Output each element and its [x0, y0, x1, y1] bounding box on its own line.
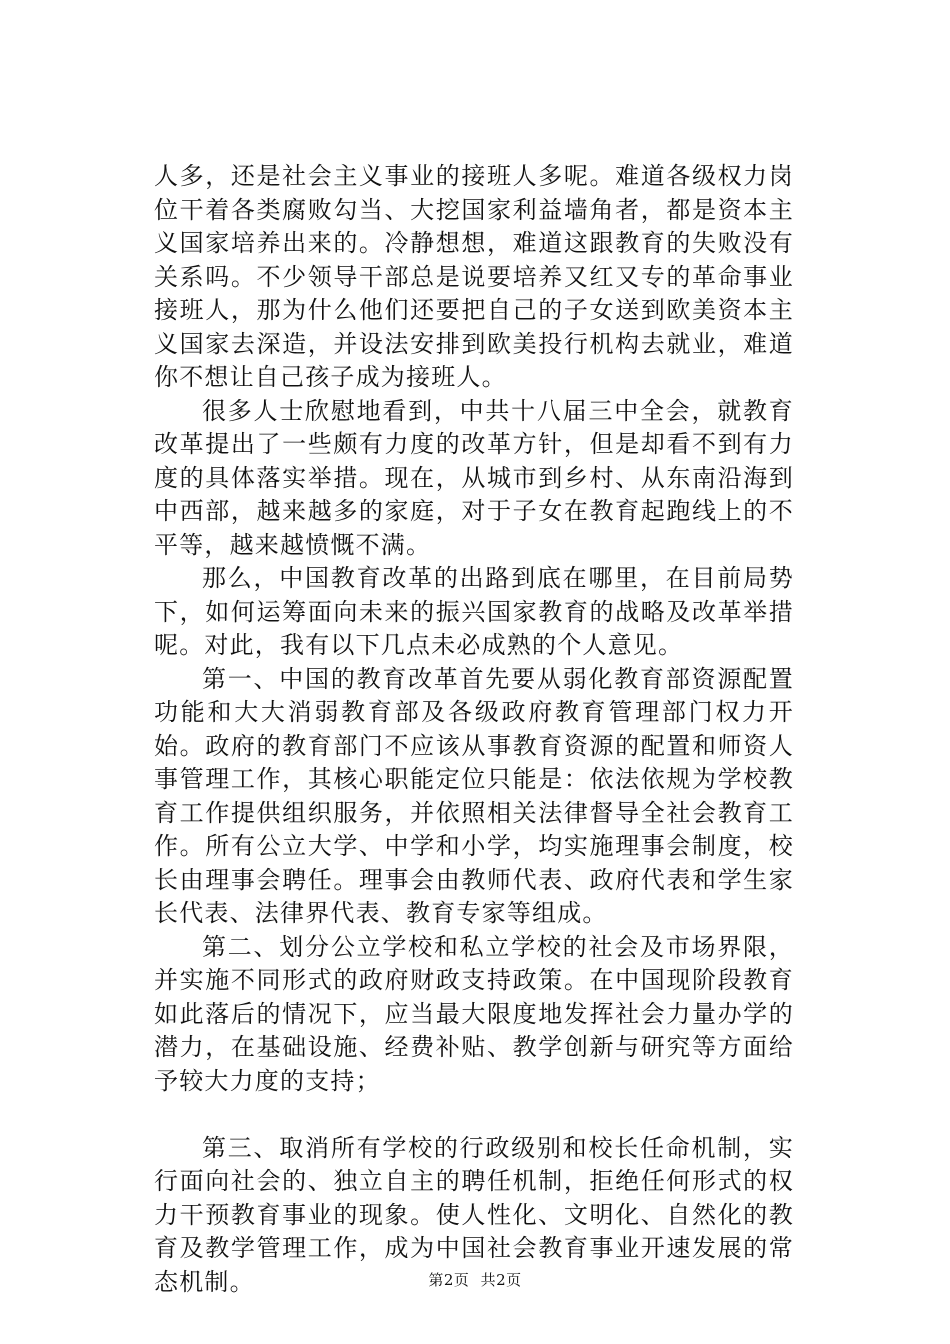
total-pages: 共2页 — [480, 1271, 522, 1289]
current-page-number: 第2页 — [428, 1271, 470, 1289]
paragraph-continuation: 人多，还是社会主义事业的接班人多呢。难道各级权力岗位干着各类腐败勾当、大挖国家利益墙角者，都是资本主义国家培养出来的。冷静想想，难道这跟教育的失败没有关系吗。不少领导干部总是说要培养又红又专的革命事业接班人，那为什么他们还要把自己的子女送到欧美资本主义国家去深造，并设法安排到欧美投行机构去就业，难道你不想让自己孩子成为接班人。 — [154, 162, 794, 391]
paragraph: 第二、划分公立学校和私立学校的社会及市场界限，并实施不同形式的政府财政支持政策。在中国现阶段教育如此落后的情况下，应当最大限度地发挥社会力量办学的潜力，在基础设施、经费补贴、教学创新与研究等方面给予较大力度的支持； — [154, 932, 794, 1095]
paragraph: 第三、取消所有学校的行政级别和校长任命机制，实行面向社会的、独立自主的聘任机制，拒绝任何形式的权力干预教育事业的现象。使人性化、文明化、自然化的教育及教学管理工作，成为中国社会教育事业开速发展的常态机制。 — [154, 1133, 794, 1296]
paragraph: 那么，中国教育改革的出路到底在哪里，在目前局势下，如何运筹面向未来的振兴国家教育的战略及改革举措呢。对此，我有以下几点未必成熟的个人意见。 — [154, 564, 794, 659]
paragraph: 第一、中国的教育改革首先要从弱化教育部资源配置功能和大大消弱教育部及各级政府教育管理部门权力开始。政府的教育部门不应该从事教育资源的配置和师资人事管理工作，其核心职能定位只能是：依法依规为学校教育工作提供组织服务，并依照相关法律督导全社会教育工作。所有公立大学、中学和小学，均实施理事会制度，校长由理事会聘任。理事会由教师代表、政府代表和学生家长代表、法律界代表、教育专家等组成。 — [154, 664, 794, 927]
blank-line — [154, 1098, 794, 1132]
document-body — [154, 160, 794, 1299]
paragraph: 很多人士欣慰地看到，中共十八届三中全会，就教育改革提出了一些颇有力度的改革方针，但是却看不到有力度的具体落实举措。现在，从城市到乡村、从东南沿海到中西部，越来越多的家庭，对于子女在教育起跑线上的不平等，越来越愤慨不满。 — [154, 396, 794, 559]
page-footer — [0, 1269, 950, 1290]
